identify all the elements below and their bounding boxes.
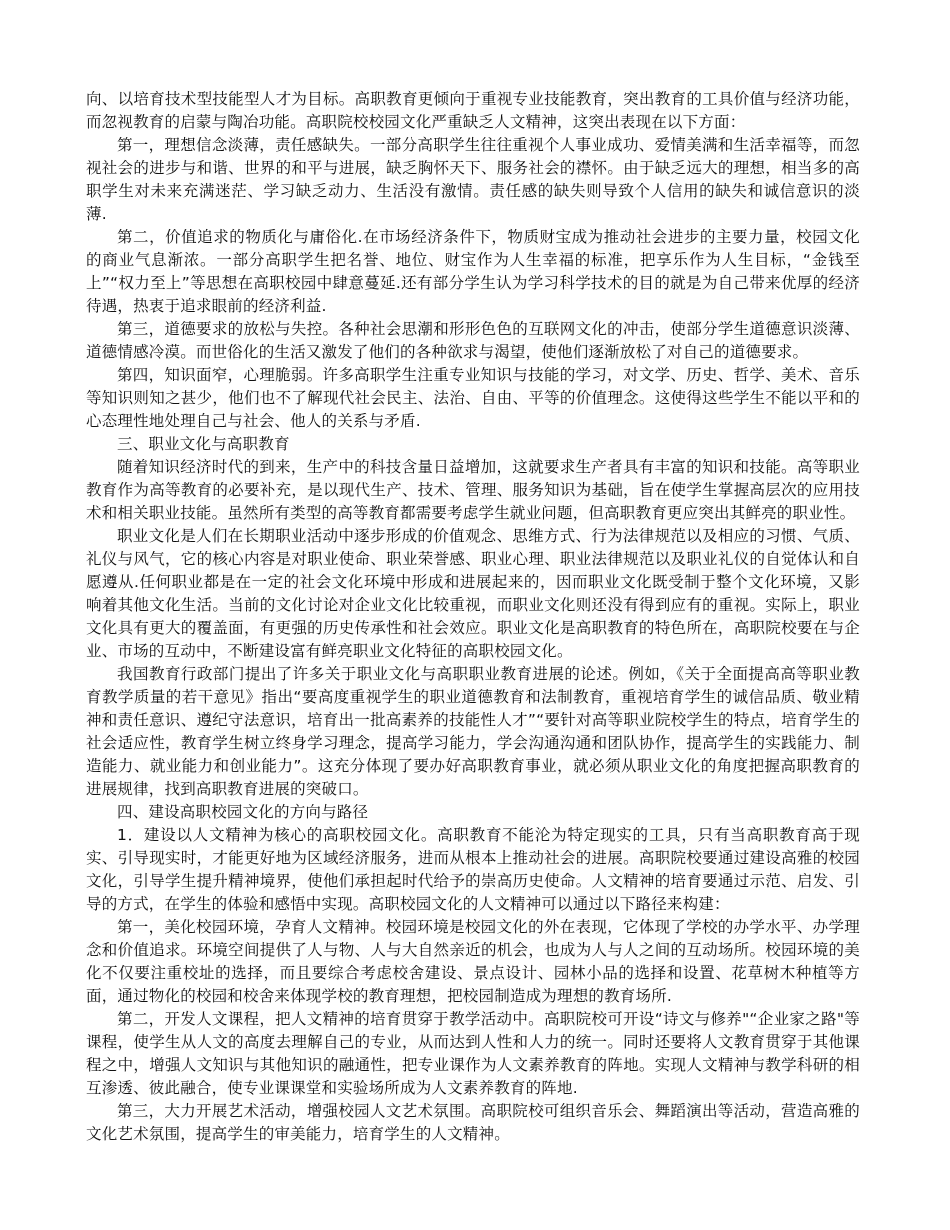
paragraph-campus-environment: 第一，美化校园环境，孕育人文精神。校园环境是校园文化的外在表现，它体现了学校的办学水平、办学理念和价值追求。环境空间提供了人与物、人与大自然亲近的机会，也成为人与人之间的互动场所。校园环境的美化不仅要注重校址的选择，而且要综合考虑校舍建设、景点设计、园林小品的选择和设置、花草树木种植等方面，通过物化的校园和校舍来体现学校的教育理想，把校园制造成为理想的教育场所. xyxy=(86,918,860,1005)
paragraph-second-point: 第二，价值追求的物质化与庸俗化.在市场经济条件下，物质财宝成为推动社会进步的主要力量，校园文化的商业气息渐浓。一部分高职学生把名誉、地位、财宝作为人生幸福的标准，把享乐作为人生目标，“金钱至上”“权力至上”等思想在高职校园中肆意蔓延.还有部分学生认为学习科学技术的目的就是为自己带来优厚的经济待遇，热衷于追求眼前的经济利益. xyxy=(86,228,860,315)
document-body xyxy=(86,88,860,1146)
paragraph-humanities-courses: 第二，开发人文课程，把人文精神的培育贯穿于教学活动中。高职院校可开设“诗文与修养"“企业家之路"等课程，使学生从人文的高度去理解自己的专业，从而达到人性和人力的统一。同时还要将人文教育贯穿于其他课程之中，增强人文知识与其他知识的融通性，把专业课作为人文素养教育的阵地。实现人文精神与教学科研的相互渗透、彼此融合，使专业课课堂和实验场所成为人文素养教育的阵地. xyxy=(86,1010,860,1097)
paragraph-art-activities: 第三，大力开展艺术活动，增强校园人文艺术氛围。高职院校可组织音乐会、舞蹈演出等活动，营造高雅的文化艺术氛围，提高学生的审美能力，培育学生的人文精神。 xyxy=(86,1102,860,1143)
paragraph-vocational-culture: 职业文化是人们在长期职业活动中逐步形成的价值观念、思维方式、行为法律规范以及相应的习惯、气质、礼仪与风气，它的核心内容是对职业使命、职业荣誉感、职业心理、职业法律规范以及职业礼仪的自觉体认和自愿遵从.任何职业都是在一定的社会文化环境中形成和进展起来的，因而职业文化既受制于整个文化环境，又影响着其他文化生活。当前的文化讨论对企业文化比较重视，而职业文化则还没有得到应有的重视。实际上，职业文化具有更大的覆盖面，有更强的历史传承性和社会效应。职业文化是高职教育的特色所在，高职院校要在与企业、市场的互动中，不断建设富有鲜亮职业文化特征的高职校园文化。 xyxy=(86,527,860,660)
paragraph-humanistic-core: 1．建设以人文精神为核心的高职校园文化。高职教育不能沦为特定现实的工具，只有当高职教育高于现实、引导现实时，才能更好地为区域经济服务，进而从根本上推动社会的进展。高职院校要通过建设高雅的校园文化，引导学生提升精神境界，使他们承担起时代给予的崇高历史使命。人文精神的培育要通过示范、启发、引导的方式，在学生的体验和感悟中实现。高职校园文化的人文精神可以通过以下路径来构建： xyxy=(86,826,860,913)
section-heading-3: 三、职业文化与高职教育 xyxy=(117,435,290,453)
paragraph-fourth-point: 第四，知识面窄，心理脆弱。许多高职学生注重专业知识与技能的学习，对文学、历史、哲学、美术、音乐等知识则知之甚少，他们也不了解现代社会民主、法治、自由、平等的价值理念。这使得这些学生不能以平和的心态理性地处理自己与社会、他人的关系与矛盾. xyxy=(86,366,860,430)
paragraph-third-point: 第三，道德要求的放松与失控。各种社会思潮和形形色色的互联网文化的冲击，使部分学生道德意识淡薄、道德情感冷漠。而世俗化的生活又激发了他们的各种欲求与渴望，使他们逐渐放松了对自己的道德要求。 xyxy=(86,320,860,361)
paragraph-continuation: 向、以培育技术型技能型人才为目标。高职教育更倾向于重视专业技能教育，突出教育的工具价值与经济功能，而忽视教育的启蒙与陶冶功能。高职院校校园文化严重缺乏人文精神，这突出表现在以下方面： xyxy=(86,90,860,131)
paragraph-policy: 我国教育行政部门提出了许多关于职业文化与高职职业教育进展的论述。例如，《关于全面提高高等职业教育教学质量的若干意见》指出“要高度重视学生的职业道德教育和法制教育，重视培育学生的诚信品质、敬业精神和责任意识、遵纪守法意识，培育出一批高素养的技能性人才”“要针对高等职业院校学生的特点，培育学生的社会适应性，教育学生树立终身学习理念，提高学习能力，学会沟通沟通和团队协作，提高学生的实践能力、制造能力、就业能力和创业能力”。这充分体现了要办好高职教育事业，就必须从职业文化的角度把握高职教育的进展规律，找到高职教育进展的突破口。 xyxy=(86,665,860,798)
paragraph-knowledge-economy: 随着知识经济时代的到来，生产中的科技含量日益增加，这就要求生产者具有丰富的知识和技能。高等职业教育作为高等教育的必要补充，是以现代生产、技术、管理、服务知识为基础，旨在使学生掌握高层次的应用技术和相关职业技能。虽然所有类型的高等教育都需要考虑学生就业问题，但高职教育更应突出其鲜亮的职业性。 xyxy=(86,458,860,522)
section-heading-4: 四、建设高职校园文化的方向与路径 xyxy=(117,803,369,821)
paragraph-first-point: 第一，理想信念淡薄，责任感缺失。一部分高职学生往往重视个人事业成功、爱情美满和生活幸福等，而忽视社会的进步与和谐、世界的和平与进展，缺乏胸怀天下、服务社会的襟怀。由于缺乏远大的理想，相当多的高职学生对未来充满迷茫、学习缺乏动力、生活没有激情。责任感的缺失则导致个人信用的缺失和诚信意识的淡薄. xyxy=(86,136,860,223)
